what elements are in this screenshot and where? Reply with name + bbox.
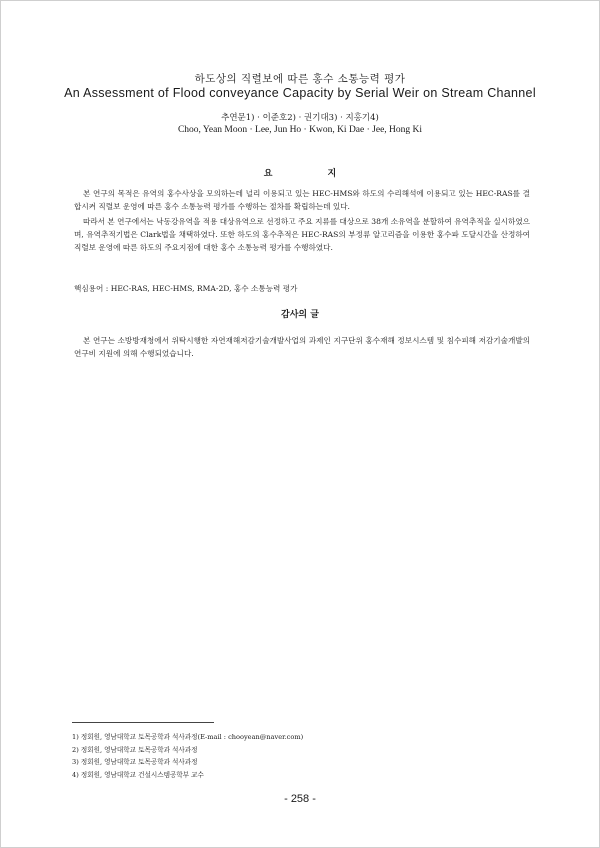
paper-title-english: An Assessment of Flood conveyance Capacity by Serial Weir on Stream Channel	[64, 86, 536, 100]
abstract-paragraph-1: 본 연구의 목적은 유역의 홍수사상을 모의하는데 널리 이용되고 있는 HEC-HMS와 하도의 수리해석에 이용되고 있는 HEC-RAS를 결합시켜 직렬보 운영에 따른 홍수 소통능력 평가를 수행하는 절차를 확립하는데 있다.	[74, 189, 530, 211]
footnote-2: 2) 정회원, 영남대학교 토목공학과 석사과정	[72, 745, 198, 754]
acknowledgement-heading: 감사의 글	[281, 310, 319, 320]
authors-english: Choo, Yean Moon · Lee, Jun Ho · Kwon, Ki Dae · Jee, Hong Ki	[177, 125, 423, 135]
page-number: - 258 -	[284, 793, 316, 805]
abstract-heading: 요 지	[263, 169, 363, 179]
footnote-divider	[72, 722, 214, 723]
footnote-1: 1) 정회원, 영남대학교 토목공학과 석사과정(E-mail : chooyean@naver.com)	[72, 733, 304, 741]
footnote-4: 4) 정회원, 영남대학교 건설시스템공학부 교수	[72, 770, 204, 779]
paper-title-korean: 하도상의 직렬보에 따른 홍수 소통능력 평가	[194, 73, 406, 85]
acknowledgement-text: 본 연구는 소방방재청에서 위탁시행한 자연재해저감기술개발사업의 과제인 지구단위 홍수재해 정보시스템 및 침수피해 저감기술개발의 연구비 지원에 의해 수행되었습니다.	[74, 336, 530, 358]
abstract-paragraph-2: 따라서 본 연구에서는 낙동강유역을 적용 대상유역으로 선정하고 주요 지류를 대상으로 38개 소유역을 분할하여 유역추적을 실시하였으며, 유역추적기법은 Clark법을 채택하였다. 또한 하도의 홍수추적은 HEC-RAS의 부정류 알고리즘을 이용한 홍수파 도달시간을 산정하여 직렬보 운영에 따른 하도의 주요지점에 대한 홍수 소통능력 평가를 수행하였다.	[74, 217, 530, 252]
footnotes	[72, 731, 303, 781]
keywords: 핵심용어 : HEC-RAS, HEC-HMS, RMA-2D, 홍수 소통능력 평가	[74, 284, 298, 293]
footnote-3: 3) 정회원, 영남대학교 토목공학과 석사과정	[72, 758, 198, 766]
authors-korean: 추연문1) · 이준호2) · 권기대3) · 지홍기4)	[221, 113, 379, 123]
